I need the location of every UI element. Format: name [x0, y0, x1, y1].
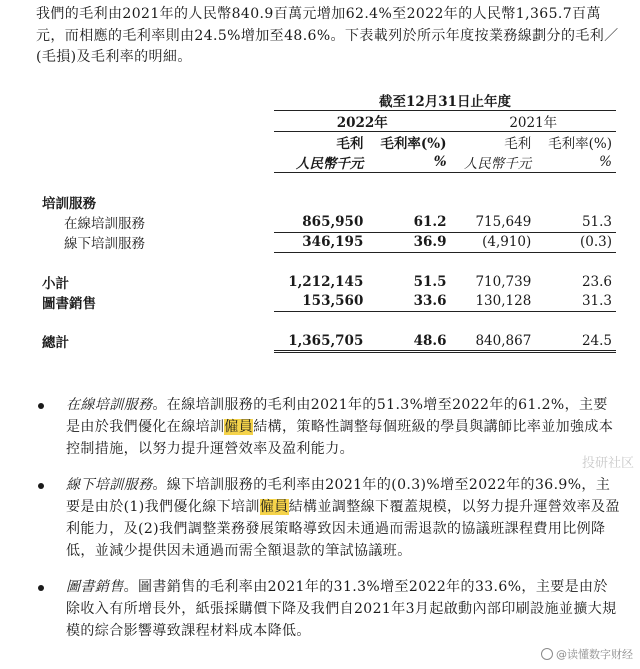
- bullet-online-training: [36, 394, 620, 460]
- bullet-lead: 在線培訓服務: [66, 397, 153, 413]
- gm-2021: 24.5: [535, 331, 616, 352]
- gm-2022: 33.6: [367, 292, 450, 312]
- section-training-services: 培訓服務: [42, 196, 96, 212]
- bullet-dot: [38, 483, 44, 489]
- table-row: [60, 292, 616, 312]
- table-row-total: [60, 331, 616, 352]
- bullet-text: [66, 474, 620, 562]
- gm-2021: 23.6: [581, 273, 612, 290]
- gp-2021: 840,867: [451, 331, 536, 352]
- gp-2021: 130,128: [451, 292, 536, 312]
- source-watermark: [538, 645, 636, 663]
- bullet-lead: 圖書銷售: [66, 579, 124, 595]
- highlighted-term: 僱員: [224, 419, 254, 435]
- period-caption: 截至12月31日止年度: [378, 94, 512, 110]
- gp-2021: (4,910): [451, 232, 536, 252]
- col-gross-profit-2021: 毛利: [504, 136, 532, 152]
- gp-2022: 346,195: [274, 232, 367, 252]
- unit-rmb-2021: 人民幣千元: [451, 152, 536, 173]
- gm-2021: (0.3): [535, 232, 616, 252]
- bullet-text: [66, 394, 620, 460]
- gm-2022: 36.9: [367, 232, 450, 252]
- highlighted-term: 僱員: [259, 499, 289, 515]
- gm-2021: 51.3: [535, 212, 616, 232]
- gp-2021: 715,649: [451, 212, 536, 232]
- bullet-dot: [38, 403, 44, 409]
- gm-2022: 51.5: [413, 273, 447, 290]
- year-2022-header: 2022年: [274, 111, 451, 132]
- row-label: 線下培訓服務: [64, 236, 145, 252]
- row-label: 小計: [42, 275, 69, 292]
- bullet-dot: [38, 585, 44, 591]
- gp-2022: 865,950: [274, 212, 367, 232]
- source-watermark-text: @读懂数字财经: [556, 648, 633, 661]
- row-label: 總計: [42, 335, 69, 352]
- col-gross-profit-2022: 毛利: [336, 136, 364, 152]
- gm-2022: 61.2: [367, 212, 450, 232]
- bullet-body: 。圖書銷售的毛利率由2021年的31.3%增至2022年的33.6%，主要是由於除收入有所增長外，紙張採購價下降及我們自2021年3月起啟動內部印刷設施並擴大規模的綜合影響導致課程材料成本降低。: [66, 579, 617, 639]
- col-gross-margin-2021: 毛利率(%): [548, 136, 612, 152]
- row-label: 在線培訓服務: [64, 216, 145, 232]
- table-row: [60, 272, 616, 292]
- unit-rmb-2022: 人民幣千元: [274, 152, 367, 173]
- gp-2021: 710,739: [475, 273, 532, 290]
- gp-2022: 1,212,145: [288, 273, 364, 290]
- row-label: 圖書銷售: [42, 295, 96, 312]
- bullet-body: 。在線培訓服務的毛利由2021年的51.3%增至2022年的61.2%，主要是由於我們優化在線培訓: [66, 397, 608, 435]
- unit-pct-2022: %: [367, 152, 450, 173]
- bullet-book-sales: [36, 576, 620, 642]
- gp-2022: 1,365,705: [274, 331, 367, 352]
- bullet-offline-training: [36, 474, 620, 562]
- gp-2022: 153,560: [274, 292, 367, 312]
- bullet-body: 。線下培訓服務的毛利率由2021年的(0.3)%增至2022年的36.9%，主要是由於(1)我們優化線下培訓: [66, 477, 611, 515]
- bullet-text: [66, 576, 620, 642]
- intro-paragraph: 我們的毛利由2021年的人民幣840.9百萬元增加62.4%至2022年的人民幣1,365.7百萬元，而相應的毛利率則由24.5%增加至48.6%。下表載列於所示年度按業務線劃分的毛利／(毛損)及毛利率的明細。: [36, 6, 619, 65]
- unit-pct-2021: %: [535, 152, 616, 173]
- year-2021-header: 2021年: [451, 111, 616, 132]
- table-row: [60, 212, 616, 232]
- bullet-list: [36, 394, 620, 656]
- gross-profit-table: [42, 90, 616, 353]
- brand-logo-icon: [541, 648, 553, 660]
- gm-2021: 31.3: [535, 292, 616, 312]
- bullet-body-rest: 結構並調整線下覆蓋規模，以努力提升運營效率及盈利能力，及(2)我們調整業務發展策略導致因未通過而需退款的協議班課程費用比例降低，並減少提供因未通過而需全額退款的筆試協議班。: [66, 499, 620, 559]
- bullet-lead: 線下培訓服務: [66, 477, 153, 493]
- table-row: [60, 232, 616, 252]
- col-gross-margin-2022: 毛利率(%): [380, 136, 447, 152]
- gm-2022: 48.6: [367, 331, 450, 352]
- side-watermark: 投研社区: [581, 456, 634, 471]
- bullet-body-rest: 結構，策略性調整每個班級的學員與講師比率並加強成本控制措施，以努力提升運營效率及盈利能力。: [66, 419, 614, 457]
